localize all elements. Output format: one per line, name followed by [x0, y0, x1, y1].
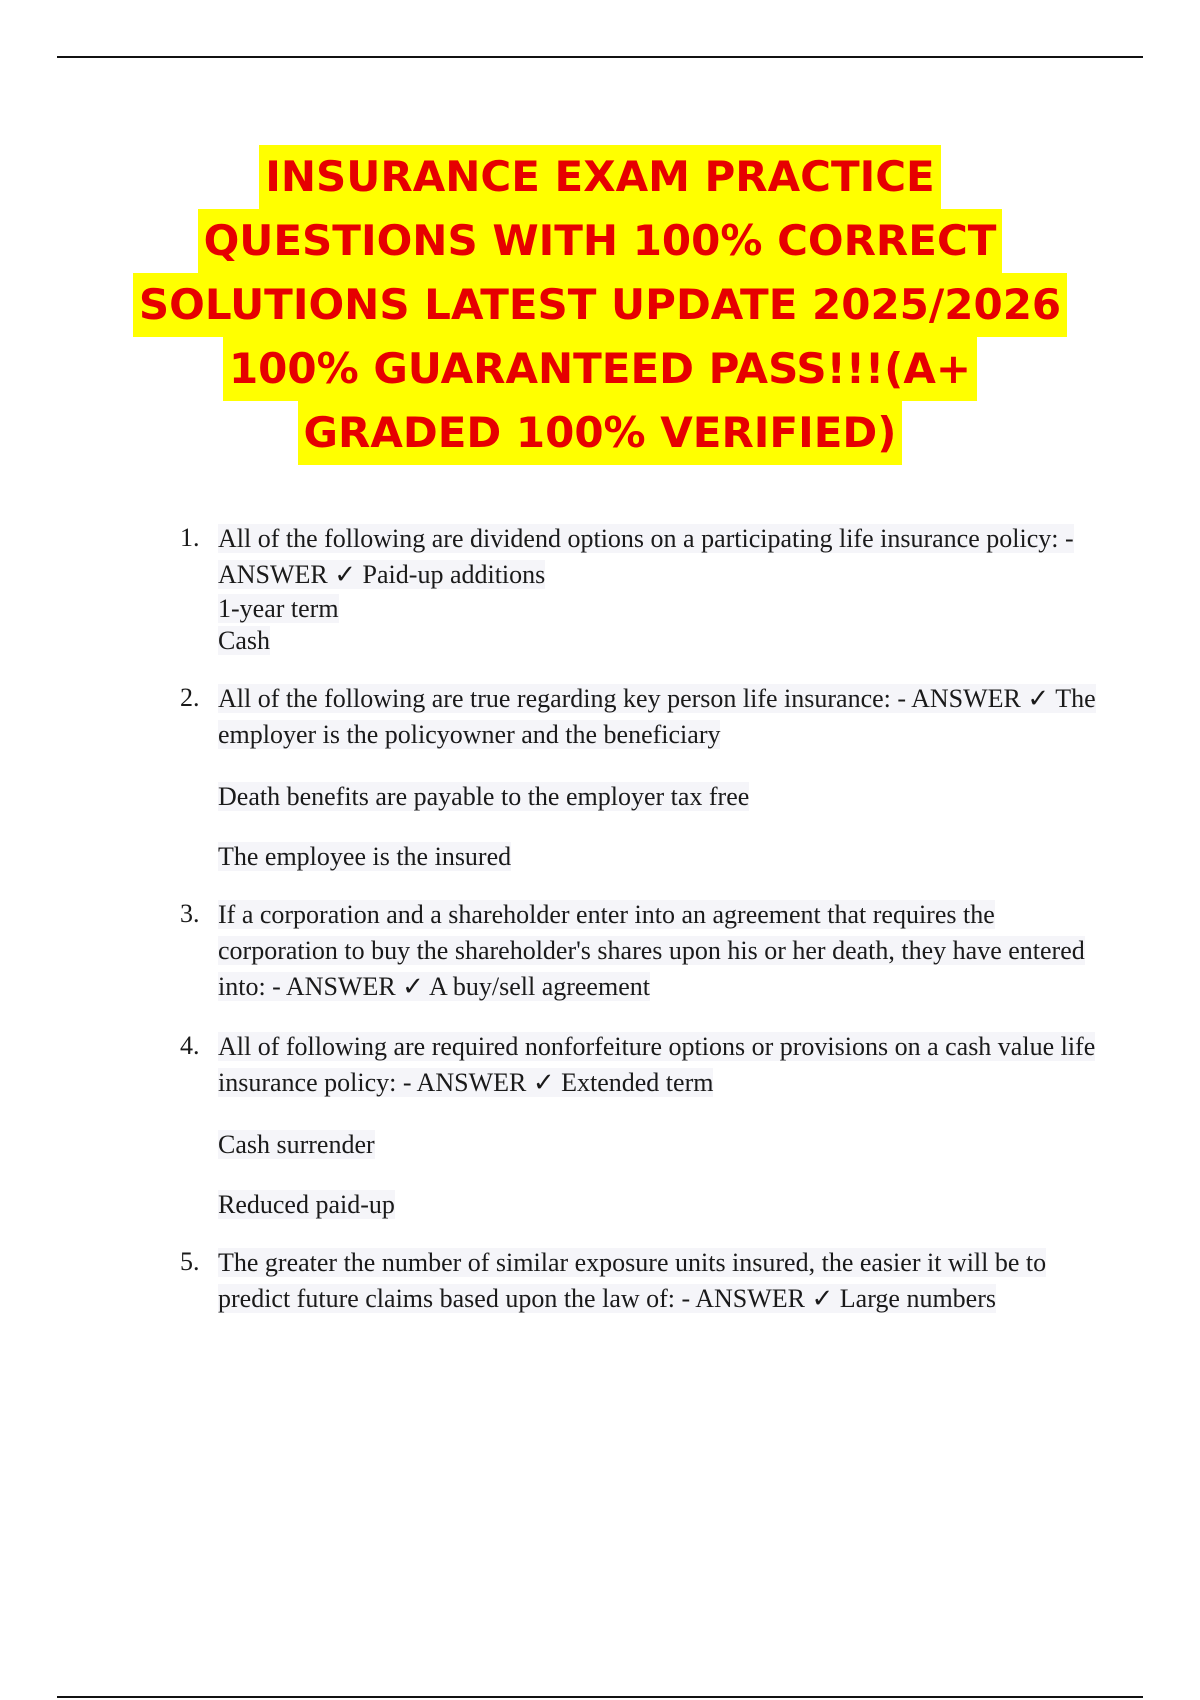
question-list	[0, 521, 1200, 1341]
answer-option: The employee is the insured	[218, 842, 512, 871]
question-number: 5.	[180, 1247, 200, 1276]
answer-option: 1-year term	[218, 594, 339, 623]
question-text: If a corporation and a shareholder enter into an agreement that requires the corporation to buy the shareholder's shares upon his or her death, they have entered into: - ANSWER ✓ A buy/sell agreement	[218, 900, 1085, 1001]
bottom-rule	[57, 1696, 1143, 1698]
title-line: QUESTIONS WITH 100% CORRECT	[198, 209, 1003, 273]
question-number: 1.	[180, 523, 200, 552]
title-line: GRADED 100% VERIFIED)	[298, 401, 903, 465]
question-text: All of following are required nonforfeiture options or provisions on a cash value life insurance policy: - ANSWER ✓ Extended term	[218, 1032, 1096, 1097]
question-item	[0, 1029, 1200, 1221]
top-rule	[57, 56, 1143, 58]
title-line: SOLUTIONS LATEST UPDATE 2025/2026	[133, 273, 1067, 337]
answer-option: Death benefits are payable to the employer tax free	[218, 782, 750, 811]
question-number: 4.	[180, 1031, 200, 1060]
title-line: INSURANCE EXAM PRACTICE	[259, 145, 941, 209]
question-text: All of the following are dividend options on a participating life insurance policy: - ANSWER ✓ Paid-up additions	[218, 524, 1074, 589]
answer-option: Reduced paid-up	[218, 1190, 395, 1219]
title-line: 100% GUARANTEED PASS!!!(A+	[223, 337, 977, 401]
question-item	[0, 1245, 1200, 1317]
question-number: 3.	[180, 899, 200, 928]
question-text: The greater the number of similar exposure units insured, the easier it will be to predict future claims based upon the law of: - ANSWER ✓ Large numbers	[218, 1248, 1047, 1313]
document-title	[0, 145, 1200, 465]
question-text: All of the following are true regarding key person life insurance: - ANSWER ✓ The employer is the policyowner and the beneficiary	[218, 684, 1096, 749]
question-number: 2.	[180, 683, 200, 712]
question-item	[0, 897, 1200, 1005]
answer-option: Cash surrender	[218, 1130, 375, 1159]
question-item	[0, 521, 1200, 657]
question-item	[0, 681, 1200, 873]
answer-option: Cash	[218, 626, 270, 655]
